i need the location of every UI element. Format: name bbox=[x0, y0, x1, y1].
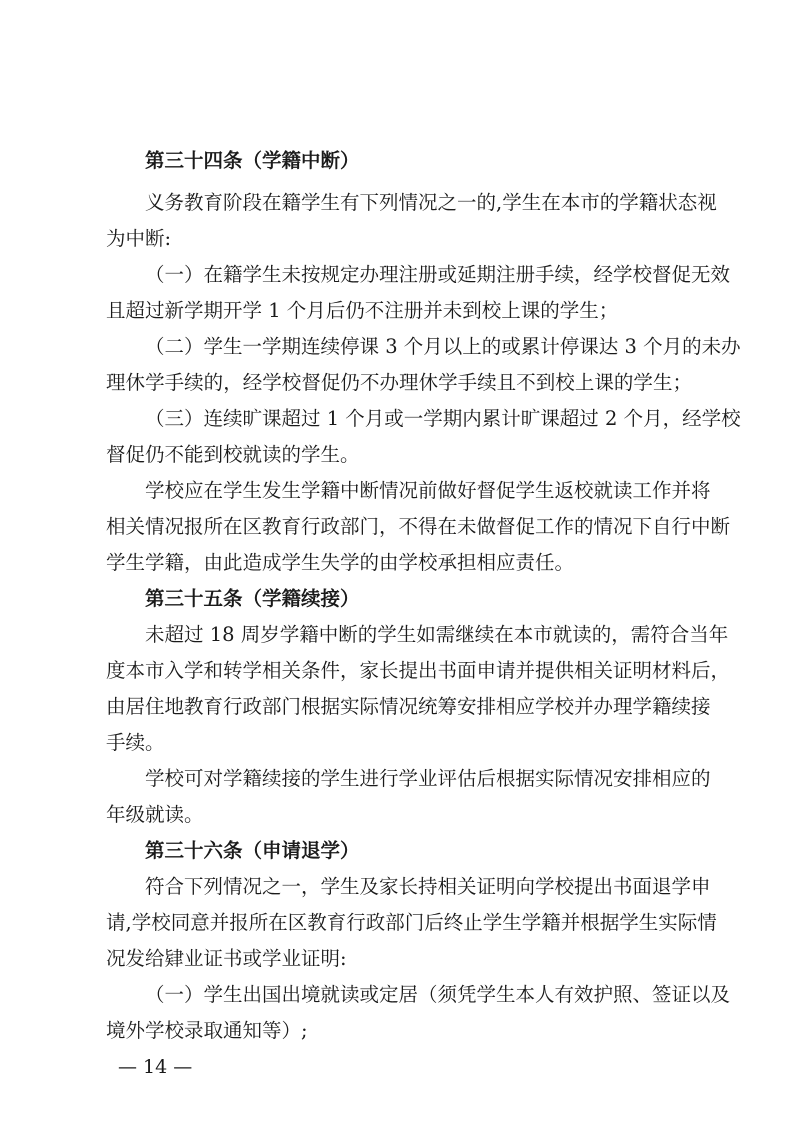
article-35-line: 度本市入学和转学相关条件，家长提出书面申请并提供相关证明材料后， bbox=[106, 659, 731, 682]
article-34-line: 理休学手续的，经学校督促仍不办理休学手续且不到校上课的学生； bbox=[106, 371, 692, 394]
article-35-line: 手续。 bbox=[106, 731, 165, 754]
article-34-line: 学生学籍，由此造成学生失学的由学校承担相应责任。 bbox=[106, 551, 575, 574]
article-35-line: 年级就读。 bbox=[106, 803, 204, 826]
article-34-line: 为中断: bbox=[106, 227, 172, 250]
article-36-line: 符合下列情况之一，学生及家长持相关证明向学校提出书面退学申 bbox=[145, 875, 711, 898]
article-34-line: 督促仍不能到校就读的学生。 bbox=[106, 443, 360, 466]
article-34-line: （三）连续旷课超过 1 个月或一学期内累计旷课超过 2 个月，经学校 bbox=[145, 407, 741, 430]
article-36-line: （一）学生出国出境就读或定居（须凭学生本人有效护照、签证以及 bbox=[145, 983, 731, 1006]
article-35-line: 学校可对学籍续接的学生进行学业评估后根据实际情况安排相应的 bbox=[145, 767, 711, 790]
article-35-line: 由居住地教育行政部门根据实际情况统筹安排相应学校并办理学籍续接 bbox=[106, 695, 711, 718]
article-36-line: 请,学校同意并报所在区教育行政部门后终止学生学籍并根据学生实际情 bbox=[106, 911, 717, 934]
article-36-line: 境外学校录取通知等）; bbox=[106, 1019, 308, 1042]
article-34-line: 学校应在学生发生学籍中断情况前做好督促学生返校就读工作并将 bbox=[145, 479, 711, 502]
article-36-line: 况发给肄业证书或学业证明: bbox=[106, 947, 347, 970]
article-34-line: 且超过新学期开学 1 个月后仍不注册并未到校上课的学生； bbox=[106, 299, 619, 322]
article-36-heading: 第三十六条（申请退学） bbox=[145, 839, 360, 862]
article-35-heading: 第三十五条（学籍续接） bbox=[145, 587, 360, 610]
article-34-line: 义务教育阶段在籍学生有下列情况之一的,学生在本市的学籍状态视 bbox=[145, 191, 717, 214]
article-34-line: （一）在籍学生未按规定办理注册或延期注册手续，经学校督促无效 bbox=[145, 263, 731, 286]
page-number: — 14 — bbox=[118, 1056, 193, 1078]
article-34-heading: 第三十四条（学籍中断） bbox=[145, 149, 360, 172]
article-35-line: 未超过 18 周岁学籍中断的学生如需继续在本市就读的，需符合当年 bbox=[145, 623, 729, 646]
article-34-line: （二）学生一学期连续停课 3 个月以上的或累计停课达 3 个月的未办 bbox=[145, 335, 741, 358]
article-34-line: 相关情况报所在区教育行政部门，不得在未做督促工作的情况下自行中断 bbox=[106, 515, 731, 538]
